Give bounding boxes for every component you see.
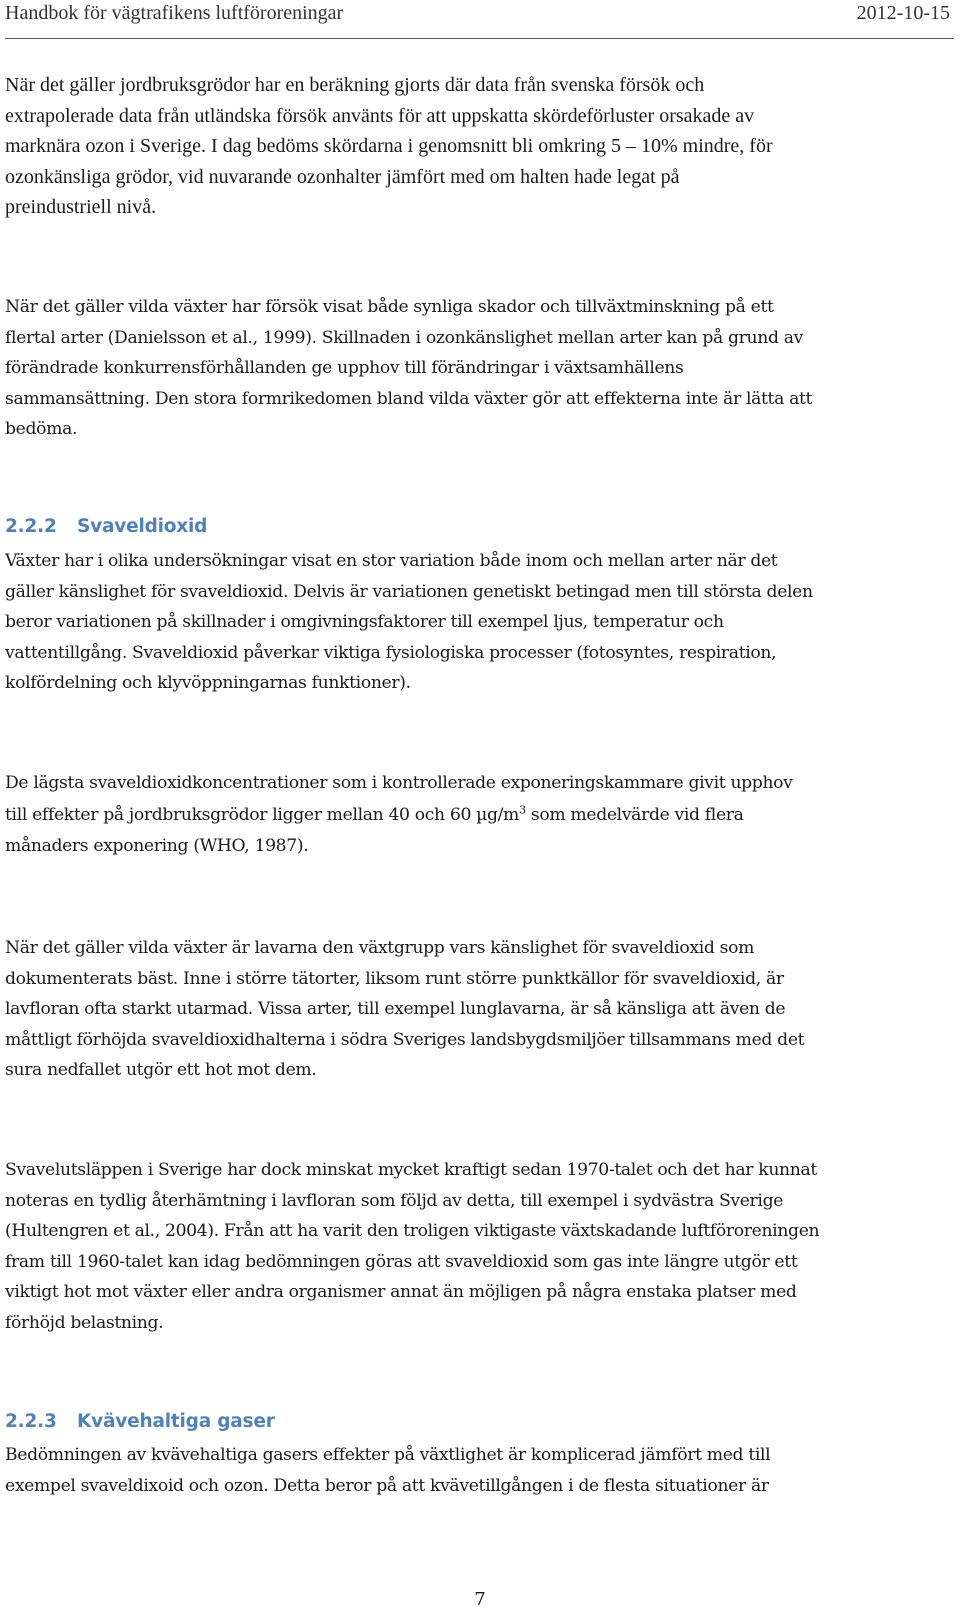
paragraph-lichens xyxy=(5,933,940,1086)
section-title: Kvävehaltiga gaser xyxy=(77,1411,275,1432)
text-line xyxy=(5,800,940,832)
text-line: månaders exponering (WHO, 1987). xyxy=(5,836,309,856)
section-number: 2.2.3 xyxy=(5,1411,57,1432)
superscript: 3 xyxy=(519,802,526,816)
paragraph-sulfur-concentration xyxy=(5,768,940,863)
text-line: När det gäller jordbruksgrödor har en beräkning gjorts där data från svenska försök och xyxy=(5,74,705,96)
text-line: viktigt hot mot växter eller andra organismer annat än möjligen på några enstaka platser med xyxy=(5,1282,797,1302)
text-line: Växter har i olika undersökningar visat en stor variation både inom och mellan arter när det xyxy=(5,551,778,571)
paragraph-crop-losses xyxy=(5,70,940,223)
text-line: sura nedfallet utgör ett hot mot dem. xyxy=(5,1060,317,1080)
text-line: bedöma. xyxy=(5,419,78,439)
text-line: flertal arter (Danielsson et al., 1999). Skillnaden i ozonkänslighet mellan arter kan på grund av xyxy=(5,327,803,348)
page-header xyxy=(5,2,950,32)
header-date: 2012-10-15 xyxy=(856,2,950,24)
section-number: 2.2.2 xyxy=(5,516,57,537)
section-heading-svaveldioxid xyxy=(5,516,207,537)
text-line: noteras en tydlig återhämtning i lavfloran som följd av detta, till exempel i sydvästra Sverige xyxy=(5,1190,784,1211)
text-line: fram till 1960-talet kan idag bedömningen göras att svaveldioxid som gas inte längre utgör ett xyxy=(5,1251,798,1272)
text-line: extrapolerade data från utländska försök använts för att uppskatta skördeförluster orsakade av xyxy=(5,104,755,127)
text-line: marknära ozon i Sverige. I dag bedöms skördarna i genomsnitt bli omkring 5 – 10% mindre, för xyxy=(5,135,773,157)
text-line: (Hultengren et al., 2004). Från att ha varit den troligen viktigaste växtskadande luftföroreningen xyxy=(5,1221,820,1241)
text-line: De lägsta svaveldioxidkoncentrationer som i kontrollerade exponeringskammare givit upphov xyxy=(5,773,793,793)
text-segment: till effekter på jordbruksgrödor ligger mellan 40 och 60 µg/m xyxy=(5,804,520,825)
paragraph-wild-plants-ozone xyxy=(5,292,940,445)
text-line: exempel svaveldixoid och ozon. Detta beror på att kvävetillgången i de flesta situationer är xyxy=(5,1475,769,1496)
text-line: beror variationen på skillnader i omgivningsfaktorer till exempel ljus, temperatur och xyxy=(5,612,724,632)
text-line: Bedömningen av kvävehaltiga gasers effekter på växtlighet är komplicerad jämfört med till xyxy=(5,1445,771,1465)
text-line: Svavelutsläppen i Sverige har dock minskat mycket kraftigt sedan 1970-talet och det har kunnat xyxy=(5,1160,817,1180)
text-line: sammansättning. Den stora formrikedomen bland vilda växter gör att effekterna inte är lätta att xyxy=(5,388,813,409)
text-line: gäller känslighet för svaveldioxid. Delvis är variationen genetiskt betingad men till största delen xyxy=(5,581,813,602)
paragraph-sulfur-emissions xyxy=(5,1155,940,1338)
text-line: lavfloran ofta starkt utarmad. Vissa arter, till exempel lunglavarna, är så känsliga att även de xyxy=(5,999,786,1019)
text-line: preindustriell nivå. xyxy=(5,196,157,218)
section-title: Svaveldioxid xyxy=(77,516,208,537)
text-line: måttligt förhöjda svaveldioxidhalterna i södra Sveriges landsbygdsmiljöer tillsammans med det xyxy=(5,1029,805,1050)
text-segment: som medelvärde vid flera xyxy=(525,804,744,825)
header-rule xyxy=(5,38,954,39)
text-line: dokumenterats bäst. Inne i större tätorter, liksom runt större punktkällor för svaveldioxid, är xyxy=(5,968,784,989)
paragraph-nitrogen-gases xyxy=(5,1440,940,1501)
text-line: När det gäller vilda växter är lavarna den växtgrupp vars känslighet för svaveldioxid som xyxy=(5,938,755,958)
page-number: 7 xyxy=(474,1589,486,1610)
text-line: När det gäller vilda växter har försök visat både synliga skador och tillväxtminskning på ett xyxy=(5,297,774,317)
header-title: Handbok för vägtrafikens luftföroreningar xyxy=(5,2,344,24)
text-line: ozonkänsliga grödor, vid nuvarande ozonhalter jämfört med om halten hade legat på xyxy=(5,165,680,188)
paragraph-sulfur-variation xyxy=(5,546,940,699)
text-line: kolfördelning och klyvöppningarnas funktioner). xyxy=(5,673,411,693)
text-line: förändrade konkurrensförhållanden ge upphov till förändringar i växtsamhällens xyxy=(5,358,684,378)
text-line: vattentillgång. Svaveldioxid påverkar viktiga fysiologiska processer (fotosyntes, respiration, xyxy=(5,642,777,663)
section-heading-kvavehaltiga-gaser xyxy=(5,1411,275,1432)
text-line: förhöjd belastning. xyxy=(5,1312,164,1333)
